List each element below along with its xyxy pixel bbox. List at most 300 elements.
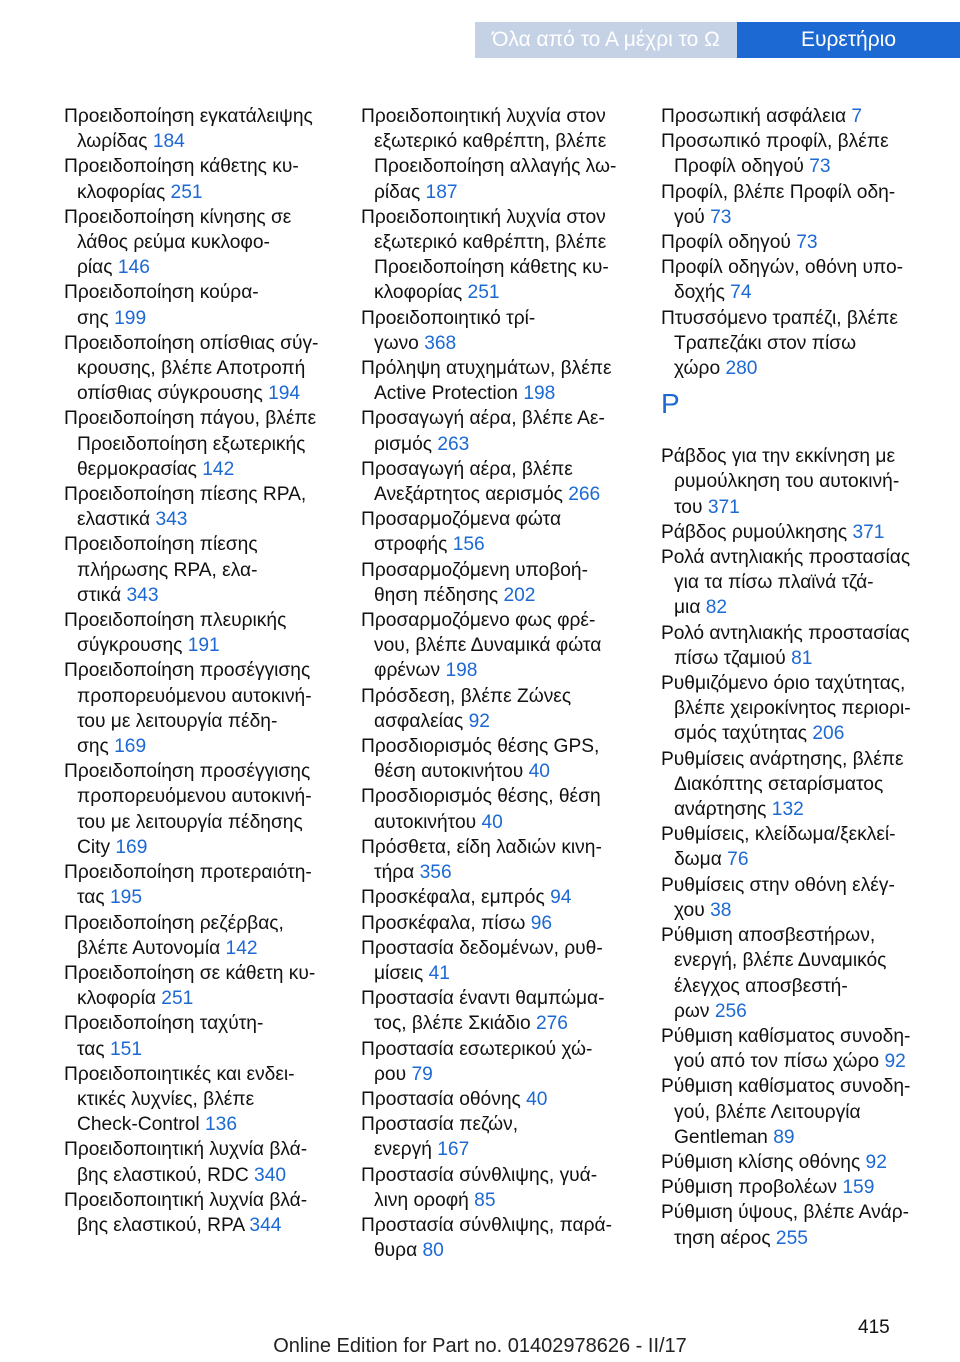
entry-line [64, 280, 346, 305]
entry-text: Προστασία οθόνης [361, 1088, 521, 1110]
page-link[interactable]: 251 [161, 988, 194, 1010]
page-link[interactable]: 184 [152, 131, 185, 153]
entry-line [661, 280, 939, 305]
index-column-1 [64, 104, 346, 1238]
entry-line [361, 1112, 643, 1137]
index-entry [661, 230, 939, 255]
entry-text: στροφής [374, 534, 448, 556]
entry-line [64, 1163, 346, 1188]
index-entry [361, 1087, 643, 1112]
index-entry [361, 835, 643, 885]
entry-text: τος, βλέπε Σκιάδιο [374, 1013, 531, 1035]
index-entry [361, 205, 643, 306]
entry-text: Προειδοποιητική λυχνία βλά‐ [64, 1139, 308, 1161]
entry-text: σης [77, 736, 109, 758]
entry-text: βλέπε χειροκίνητος περιορι‐ [674, 698, 911, 720]
page-link[interactable]: 280 [725, 358, 758, 380]
entry-line [64, 230, 346, 255]
index-entry [661, 104, 939, 129]
entry-text: πλήρωσης RPA, ελα‐ [77, 559, 258, 581]
entry-text: Προειδοποίηση προσέγγισης [64, 761, 311, 783]
entry-text: Προειδοποίηση προσέγγισης [64, 660, 311, 682]
page-link[interactable]: 41 [428, 962, 450, 984]
page-link[interactable]: 371 [707, 496, 740, 518]
entry-text: Προειδοποιητικό τρί‐ [361, 307, 536, 329]
entry-text: Προσκέφαλα, πίσω [361, 912, 526, 934]
entry-text: αυτοκινήτου [374, 811, 477, 833]
entry-text: Προφίλ οδηγών, οθόνη υπο‐ [661, 257, 904, 279]
entry-line [661, 721, 939, 746]
entry-line [361, 961, 643, 986]
entry-line [361, 457, 643, 482]
entry-text: κτικές λυχνίες, βλέπε [77, 1088, 255, 1110]
entry-line [64, 432, 346, 457]
index-entry [361, 885, 643, 910]
entry-text: ρυμούλκηση του αυτοκινή‐ [674, 471, 900, 493]
entry-text: Προειδοποίηση πίεσης RPA, [64, 484, 307, 506]
entry-line [361, 759, 643, 784]
entry-text: μια [674, 597, 701, 619]
index-entry [361, 1213, 643, 1263]
entry-text: Προσαγωγή αέρα, βλέπε [361, 458, 573, 480]
index-entry [661, 545, 939, 621]
page-link[interactable]: 136 [204, 1114, 237, 1136]
entry-text: Προστασία σύνθλιψης, γυά‐ [361, 1164, 598, 1186]
entry-line [361, 507, 643, 532]
page-link[interactable]: 80 [422, 1240, 444, 1262]
entry-text: Ρυθμίσεις ανάρτησης, βλέπε [661, 748, 904, 770]
page-link[interactable]: 40 [528, 761, 550, 783]
page-link[interactable]: 356 [419, 862, 452, 884]
page-link[interactable]: 142 [202, 458, 235, 480]
index-entry [64, 759, 346, 860]
page-link[interactable]: 343 [126, 584, 159, 606]
entry-text: λάθος ρεύμα κυκλοφο‐ [77, 232, 270, 254]
entry-text: Πρόσθετα, είδη λαδιών κινη‐ [361, 836, 602, 858]
entry-text: ενεργή, βλέπε Δυναμικός [674, 950, 887, 972]
index-entry [64, 658, 346, 759]
page-link[interactable]: 92 [884, 1051, 906, 1073]
entry-text: δωμα [674, 849, 722, 871]
header-bar [0, 0, 960, 58]
entry-text: του [674, 496, 703, 518]
entry-line [64, 406, 346, 431]
page-link[interactable]: 38 [710, 899, 732, 921]
entry-line [661, 520, 939, 545]
page-link[interactable]: 340 [254, 1164, 287, 1186]
index-entry [661, 621, 939, 671]
index-entry [661, 671, 939, 747]
page-link[interactable]: 40 [526, 1088, 548, 1110]
entry-line [361, 633, 643, 658]
page-link[interactable]: 199 [114, 307, 147, 329]
page-link[interactable]: 142 [225, 937, 258, 959]
page-link[interactable]: 74 [730, 282, 752, 304]
entry-line [361, 306, 643, 331]
page-link[interactable]: 263 [437, 433, 470, 455]
entry-line [361, 810, 643, 835]
footer-edition: Online Edition for Part no. 01402978626 - II/17 [273, 1335, 687, 1357]
entry-line [661, 1226, 939, 1251]
entry-line [361, 255, 643, 280]
index-entry [361, 507, 643, 557]
entry-line [64, 709, 346, 734]
entry-text: φρένων [374, 660, 441, 682]
entry-line [64, 961, 346, 986]
entry-text: Προειδοποίηση κούρα‐ [64, 282, 259, 304]
entry-line [661, 671, 939, 696]
index-entry [661, 1150, 939, 1175]
entry-text: έλεγχος αποσβεστή‐ [674, 975, 848, 997]
entry-line [661, 898, 939, 923]
section-letter: Ρ [661, 388, 680, 420]
entry-text: λωρίδας [77, 131, 148, 153]
page-link[interactable]: 191 [187, 635, 220, 657]
entry-text: γού, βλέπε Λειτουργία [674, 1101, 861, 1123]
entry-text: Προειδοποιητική λυχνία στον [361, 206, 606, 228]
index-entry [64, 280, 346, 330]
entry-text: Προστασία δεδομένων, ρυθ‐ [361, 937, 603, 959]
page-link[interactable]: 169 [114, 736, 147, 758]
index-entry [361, 1037, 643, 1087]
index-entry [64, 406, 346, 482]
index-entry [64, 205, 346, 281]
entry-text: Προειδοποίηση ρεζέρβας, [64, 912, 284, 934]
entry-text: Προσαρμοζόμενο φως φρέ‐ [361, 610, 596, 632]
entry-text: Τραπεζάκι στον πίσω [674, 332, 857, 354]
index-entry [64, 860, 346, 910]
entry-line [661, 444, 939, 469]
entry-line [361, 482, 643, 507]
entry-line [661, 621, 939, 646]
entry-line [64, 1087, 346, 1112]
entry-line [661, 873, 939, 898]
index-entry [361, 558, 643, 608]
entry-line [661, 129, 939, 154]
index-entry [64, 154, 346, 204]
entry-text: χώρο [674, 358, 721, 380]
entry-line [361, 104, 643, 129]
entry-text: Ρύθμιση καθίσματος συνοδη‐ [661, 1076, 911, 1098]
entry-text: Προσαγωγή αέρα, βλέπε Αε‐ [361, 408, 605, 430]
entry-line [661, 545, 939, 570]
tab-index[interactable]: Ευρετήριο [737, 22, 960, 58]
entry-line [661, 999, 939, 1024]
page-link[interactable]: 73 [710, 206, 732, 228]
page-link[interactable]: 368 [424, 332, 457, 354]
entry-text: Προσδιορισμός θέσης, θέση [361, 786, 601, 808]
entry-line [361, 1011, 643, 1036]
entry-text: Διακόπτης σεταρίσματος [674, 773, 884, 795]
entry-line [361, 432, 643, 457]
entry-line [64, 759, 346, 784]
entry-text: του με λειτουργία πέδη‐ [77, 710, 278, 732]
entry-line [361, 885, 643, 910]
entry-text: θυρα [374, 1240, 418, 1262]
index-entry [661, 822, 939, 872]
page-link[interactable]: 198 [445, 660, 478, 682]
entry-text: ρων [674, 1000, 710, 1022]
entry-text: Ρολό αντηλιακής προστασίας [661, 622, 910, 644]
entry-line [64, 331, 346, 356]
entry-text: Ρύθμιση ύψους, βλέπε Ανάρ‐ [661, 1202, 910, 1224]
index-entry [64, 1011, 346, 1061]
index-entry [661, 1175, 939, 1200]
entry-line [64, 255, 346, 280]
entry-line [64, 633, 346, 658]
index-entry [64, 482, 346, 532]
entry-text: Προσαρμοζόμενα φώτα [361, 509, 562, 531]
entry-text: Προστασία εσωτερικού χώ‐ [361, 1038, 593, 1060]
entry-text: γού [674, 206, 705, 228]
index-entry [661, 180, 939, 230]
entry-line [661, 255, 939, 280]
entry-line [661, 797, 939, 822]
entry-line [661, 1049, 939, 1074]
entry-text: Ρυθμίσεις στην οθόνη ελέγ‐ [661, 874, 895, 896]
entry-line [64, 482, 346, 507]
entry-line [361, 709, 643, 734]
entry-line [64, 734, 346, 759]
entry-line [64, 104, 346, 129]
entry-line [661, 230, 939, 255]
page-link[interactable]: 79 [411, 1063, 433, 1085]
page-link[interactable]: 92 [865, 1151, 887, 1173]
entry-line [361, 1087, 643, 1112]
entry-text: Προειδοποίηση κάθετης κυ‐ [374, 257, 609, 279]
page-link[interactable]: 255 [775, 1227, 808, 1249]
entry-text: Προσαρμοζόμενη υποβοή‐ [361, 559, 588, 581]
entry-text: Προστασία έναντι θαμπώμα‐ [361, 988, 605, 1010]
entry-line [64, 1213, 346, 1238]
entry-text: σης [77, 307, 109, 329]
index-entry [661, 444, 939, 520]
entry-line [361, 1037, 643, 1062]
page-link[interactable]: 276 [535, 1013, 568, 1035]
entry-line [361, 205, 643, 230]
page-link[interactable]: 146 [117, 257, 150, 279]
entry-line [661, 974, 939, 999]
page-link[interactable]: 85 [474, 1189, 496, 1211]
entry-line [661, 696, 939, 721]
entry-line [661, 570, 939, 595]
index-entry [661, 1200, 939, 1250]
entry-line [661, 646, 939, 671]
entry-text: θερμοκρασίας [77, 458, 197, 480]
entry-text: βλέπε Αυτονομία [77, 937, 221, 959]
index-entry [661, 129, 939, 179]
page-link[interactable]: 159 [842, 1177, 875, 1199]
page-link[interactable]: 73 [796, 232, 818, 254]
page-link[interactable]: 194 [268, 383, 301, 405]
index-column-2 [361, 104, 643, 1263]
index-entry [361, 406, 643, 456]
entry-line [361, 583, 643, 608]
entry-text: Ράβδος ρυμούλκησης [661, 521, 848, 543]
index-entry [361, 356, 643, 406]
entry-text: του με λειτουργία πέδησης [77, 811, 303, 833]
index-entry [361, 734, 643, 784]
entry-line [64, 1037, 346, 1062]
entry-text: κλοφορίας [77, 181, 166, 203]
entry-line [661, 847, 939, 872]
page-link[interactable]: 76 [727, 849, 749, 871]
index-entry [64, 532, 346, 608]
page-link[interactable]: 202 [503, 584, 536, 606]
entry-text: Ρυθμιζόμενο όριο ταχύτητας, [661, 673, 906, 695]
page-link[interactable]: 96 [530, 912, 553, 934]
entry-line [361, 1137, 643, 1162]
index-entry [361, 936, 643, 986]
entry-text: Πρόληψη ατυχημάτων, βλέπε [361, 358, 612, 380]
page-link[interactable]: 167 [437, 1139, 470, 1161]
entry-text: Προειδοποίηση αλλαγής λω‐ [374, 156, 617, 178]
page-link[interactable]: 371 [852, 521, 885, 543]
page-link[interactable]: 94 [550, 887, 572, 909]
entry-line [361, 684, 643, 709]
page-link[interactable]: 266 [568, 484, 601, 506]
page-link[interactable]: 256 [714, 1000, 747, 1022]
entry-text: προπορευόμενου αυτοκινή‐ [77, 786, 312, 808]
entry-text: τας [77, 1038, 105, 1060]
entry-line [661, 205, 939, 230]
entry-line [361, 381, 643, 406]
page-link[interactable]: 82 [705, 597, 728, 619]
entry-line [661, 331, 939, 356]
page-link[interactable]: 40 [481, 811, 503, 833]
page-link[interactable]: 132 [771, 799, 804, 821]
index-entry [661, 747, 939, 823]
index-entry [361, 457, 643, 507]
entry-line [361, 860, 643, 885]
entry-line [64, 1062, 346, 1087]
page-link[interactable]: 344 [249, 1214, 282, 1236]
index-entry [661, 306, 939, 382]
index-entry [64, 961, 346, 1011]
entry-text: για τα πίσω πλαϊνά τζά‐ [674, 572, 874, 594]
index-entry [361, 306, 643, 356]
page-link[interactable]: 251 [467, 282, 500, 304]
entry-line [361, 331, 643, 356]
entry-text: Προειδοποιητικές και ενδει‐ [64, 1063, 295, 1085]
entry-line [661, 948, 939, 973]
entry-text: Προειδοποίηση πίεσης [64, 534, 258, 556]
page-link[interactable]: 343 [155, 509, 188, 531]
entry-text: κρουσης, βλέπε Αποτροπή [77, 358, 306, 380]
page-link[interactable]: 198 [523, 383, 556, 405]
entry-text: Προστασία σύνθλιψης, παρά‐ [361, 1214, 613, 1236]
entry-line [361, 180, 643, 205]
entry-line [361, 558, 643, 583]
entry-text: μίσεις [374, 962, 424, 984]
page-link[interactable]: 151 [110, 1038, 143, 1060]
entry-line [361, 1213, 643, 1238]
entry-text: τήρα [374, 862, 415, 884]
page-link[interactable]: 187 [425, 181, 458, 203]
entry-text: Προειδοποίηση κίνησης σε [64, 206, 292, 228]
entry-line [361, 658, 643, 683]
entry-text: Ρυθμίσεις, κλείδωμα/ξεκλεί‐ [661, 824, 896, 846]
page-link[interactable]: 7 [851, 106, 863, 127]
entry-line [64, 1011, 346, 1036]
entry-line [661, 1175, 939, 1200]
entry-text: Προσωπικό προφίλ, βλέπε [661, 131, 889, 153]
entry-text: Προφίλ οδηγού [674, 156, 804, 178]
entry-text: τηση αέρος [674, 1227, 771, 1249]
entry-text: Προειδοποιητική λυχνία στον [361, 106, 606, 127]
entry-line [64, 911, 346, 936]
entry-line [661, 154, 939, 179]
index-entry [661, 520, 939, 545]
entry-line [361, 835, 643, 860]
index-entry [361, 784, 643, 834]
entry-line [661, 104, 939, 129]
entry-text: τας [77, 887, 105, 909]
entry-text: κλοφορία [77, 988, 156, 1010]
entry-line [661, 747, 939, 772]
entry-line [361, 986, 643, 1011]
entry-text: εξωτερικό καθρέπτη, βλέπε [374, 232, 607, 254]
entry-text: βης ελαστικού, RDC [77, 1164, 249, 1186]
entry-text: ρισμός [374, 433, 432, 455]
entry-line [361, 154, 643, 179]
entry-line [64, 306, 346, 331]
entry-text: Προφίλ οδηγού [661, 232, 791, 254]
entry-text: Προσκέφαλα, εμπρός [361, 887, 545, 909]
entry-line [64, 205, 346, 230]
index-entry [64, 608, 346, 658]
index-column-3 [661, 104, 939, 1251]
entry-line [64, 381, 346, 406]
page-link[interactable]: 156 [452, 534, 485, 556]
entry-text: Ράβδος για την εκκίνηση με [661, 446, 896, 468]
entry-text: εξωτερικό καθρέπτη, βλέπε [374, 131, 607, 153]
entry-line [661, 1074, 939, 1099]
page-link[interactable]: 206 [812, 723, 845, 745]
index-entry [361, 608, 643, 684]
entry-line [661, 595, 939, 620]
entry-line [661, 1150, 939, 1175]
entry-line [661, 822, 939, 847]
tab-a-to-z[interactable]: Όλα από το Α μέχρι το Ω [475, 22, 737, 58]
page-link[interactable]: 169 [115, 836, 148, 858]
entry-text: Προειδοποίηση ταχύτη‐ [64, 1013, 264, 1035]
page-number: 415 [858, 1317, 890, 1338]
entry-text: Ρύθμιση αποσβεστήρων, [661, 925, 876, 947]
entry-line [64, 1137, 346, 1162]
entry-line [661, 495, 939, 520]
entry-text: Προσδιορισμός θέσης GPS, [361, 736, 600, 758]
entry-line [64, 356, 346, 381]
entry-line [64, 860, 346, 885]
entry-text: Προειδοποιητική λυχνία βλά‐ [64, 1189, 308, 1211]
page-link[interactable]: 89 [773, 1126, 795, 1148]
index-entry [64, 104, 346, 154]
index-entry [361, 911, 643, 936]
page-link[interactable]: 195 [110, 887, 143, 909]
entry-text: ασφαλείας [374, 710, 464, 732]
entry-text: οπίσθιας σύγκρουσης [77, 383, 263, 405]
page-link[interactable]: 92 [468, 710, 490, 732]
entry-line [64, 558, 346, 583]
entry-text: Πτυσσόμενο τραπέζι, βλέπε [661, 307, 898, 329]
entry-line [661, 306, 939, 331]
index-entry [661, 1024, 939, 1074]
entry-line [64, 835, 346, 860]
page-link[interactable]: 81 [791, 647, 813, 669]
page-link[interactable]: 73 [809, 156, 831, 178]
page-link[interactable]: 251 [170, 181, 203, 203]
